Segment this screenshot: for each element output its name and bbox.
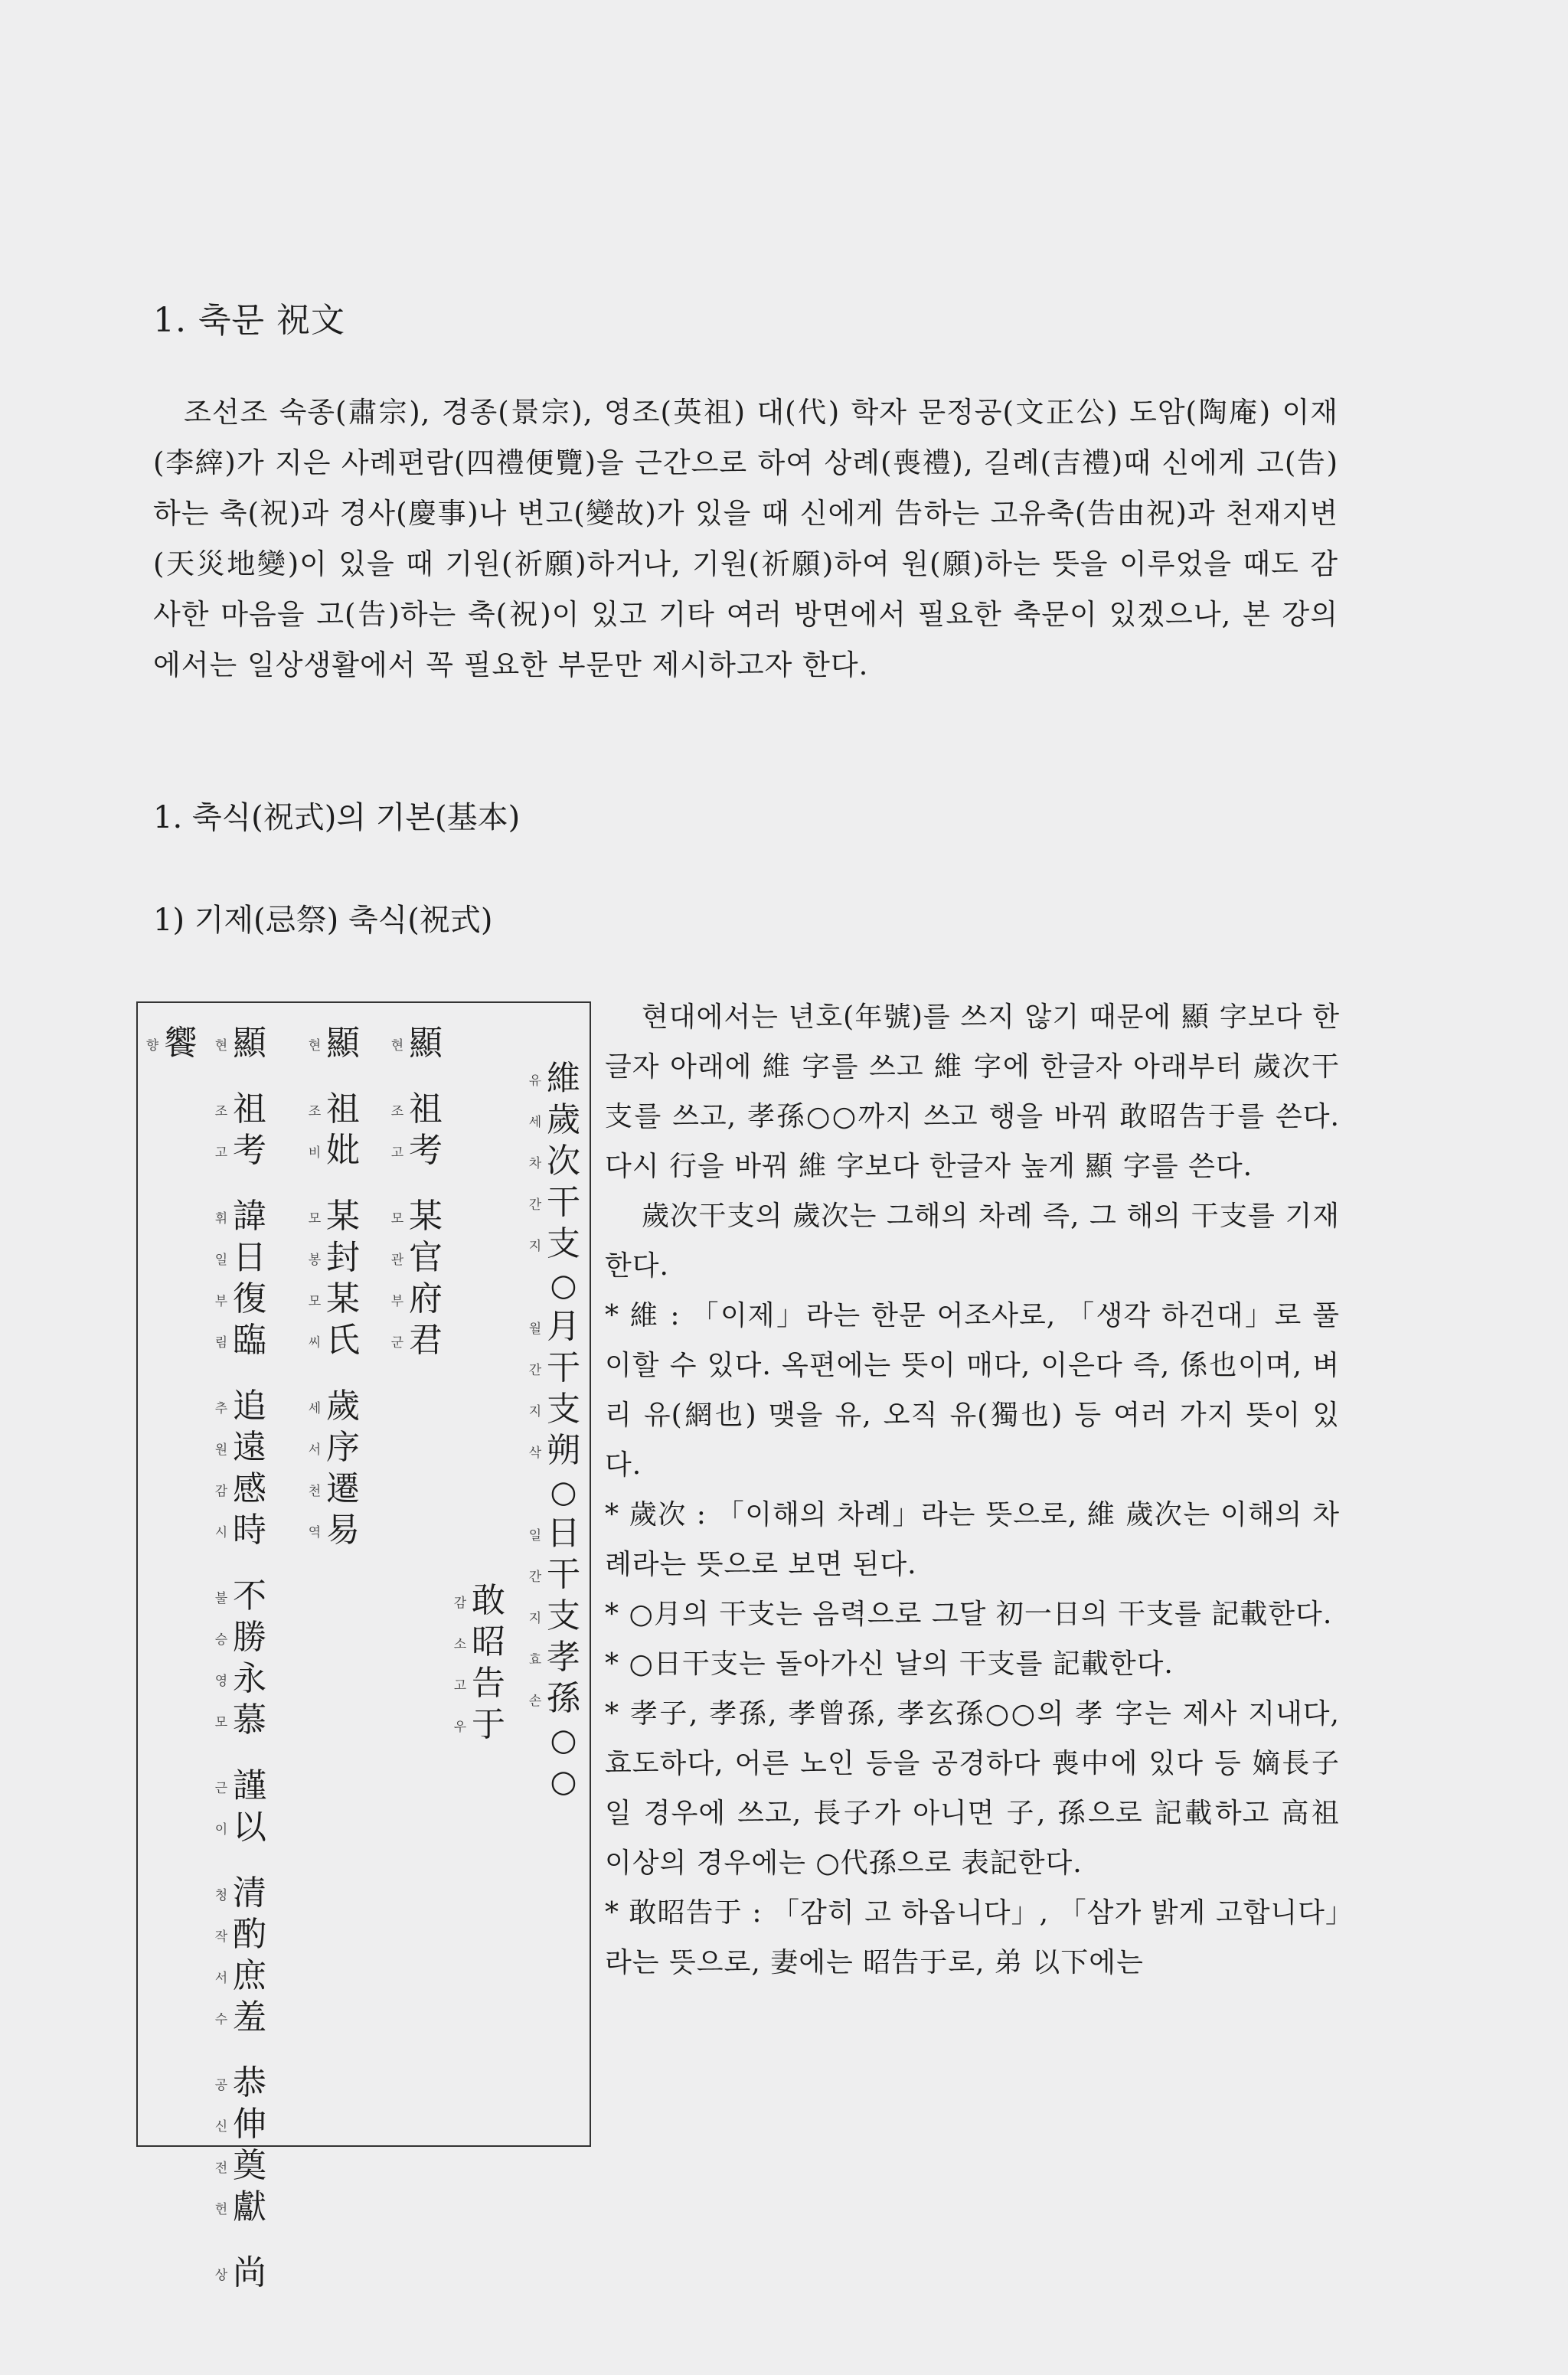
reading-gloss: 모 <box>390 1210 404 1227</box>
reading-gloss: 삭 <box>528 1445 542 1461</box>
reading-gloss: 일 <box>214 1252 228 1268</box>
reading-gloss: 이 <box>214 1821 228 1838</box>
reading-gloss: 군 <box>390 1335 404 1351</box>
hanja-char: 饗 <box>164 1024 198 1063</box>
ritual-char <box>211 2063 268 2104</box>
column-gap <box>211 1741 268 1766</box>
reading-gloss: 상 <box>214 2267 228 2283</box>
reading-gloss: 시 <box>214 1524 228 1540</box>
ritual-char <box>211 1576 268 1617</box>
ritual-char <box>525 1761 582 1802</box>
reading-gloss: 공 <box>214 2077 228 2093</box>
hanja-char: 永 <box>233 1659 266 1698</box>
hanja-char: 酌 <box>233 1915 266 1954</box>
ritual-char <box>211 2104 268 2145</box>
reading-gloss: 고 <box>390 1145 404 1161</box>
hanja-char: 某 <box>326 1197 360 1236</box>
reading-gloss: 지 <box>528 1403 542 1419</box>
ritual-char <box>211 1700 268 1741</box>
ritual-char <box>211 1766 268 1807</box>
ritual-char <box>211 1279 268 1320</box>
hanja-char: 臨 <box>233 1321 266 1360</box>
reading-gloss: 역 <box>308 1524 322 1540</box>
explanation-paragraph: 현대에서는 년호(年號)를 쓰지 않기 때문에 顯 字보다 한글자 아래에 維 字를 쓰고 維 字에 한글자 아래부터 歲次干支를 쓰고, 孝孫○○까지 쓰고 행을 바꿔 敢昭告于를 쓴다. 다시 行을 바꿔 維 字보다 한글자 높게 顯 字를 쓴다. <box>605 1001 1340 1182</box>
hanja-char: 月 <box>547 1307 580 1346</box>
reading-gloss: 소 <box>453 1636 467 1652</box>
reading-gloss: 원 <box>214 1442 228 1458</box>
ritual-char <box>211 1023 268 1064</box>
hanja-char: 謹 <box>233 1766 266 1805</box>
hanja-char: 孝 <box>547 1638 580 1677</box>
ritual-char <box>211 1955 268 1997</box>
section-title: 1. 축문 祝文 <box>153 301 345 340</box>
hanja-char: 歲 <box>547 1100 580 1139</box>
ritual-char <box>305 1386 361 1427</box>
reading-gloss: 관 <box>390 1252 404 1268</box>
reading-gloss: 서 <box>214 1970 228 1986</box>
ritual-char <box>525 1223 582 1265</box>
hanja-char: 次 <box>547 1142 580 1181</box>
hanja-char: 序 <box>326 1428 360 1467</box>
column-gap <box>211 1361 268 1386</box>
ritual-char <box>211 1386 268 1427</box>
reading-gloss: 신 <box>214 2119 228 2135</box>
column-gap <box>305 1361 361 1386</box>
hanja-char: ○ <box>550 1475 577 1510</box>
hanja-char: 孫 <box>547 1679 580 1718</box>
reading-gloss: 영 <box>214 1673 228 1689</box>
ritual-column-9 <box>142 1023 199 1064</box>
hanja-char: 維 <box>547 1059 580 1098</box>
ritual-char <box>211 1997 268 2038</box>
column-gap <box>387 1064 444 1089</box>
column-gap <box>211 2038 268 2063</box>
reading-gloss: 부 <box>390 1293 404 1309</box>
reading-gloss: 일 <box>528 1527 542 1544</box>
ritual-char <box>525 1637 582 1678</box>
column-gap <box>211 1171 268 1196</box>
hanja-char: 羞 <box>233 1998 266 2037</box>
hanja-char: 日 <box>233 1238 266 1277</box>
ritual-char <box>305 1427 361 1468</box>
hanja-char: 官 <box>409 1238 443 1277</box>
column-gap <box>211 1848 268 1873</box>
hanja-char: 時 <box>233 1511 266 1550</box>
explanation-paragraph: * 歲次 : 「이해의 차례」라는 뜻으로, 維 歲次는 이해의 차례라는 뜻으로 보면 된다. <box>605 1499 1340 1580</box>
explanation-paragraph: * 孝子, 孝孫, 孝曾孫, 孝玄孫○○의 孝 字는 제사 지내다, 효도하다, 어른 노인 등을 공경하다 喪中에 있다 등 嫡長子일 경우에 쓰고, 長子가 아니면 子, 孫으로 記載하고 高祖 이상의 경우에는 ○代孫으로 表記한다. <box>605 1698 1340 1879</box>
hanja-char: 清 <box>233 1874 266 1913</box>
hanja-char: 敢 <box>472 1581 505 1620</box>
hanja-char: 顯 <box>326 1024 360 1063</box>
hanja-char: 以 <box>233 1808 266 1847</box>
ritual-char <box>387 1089 444 1130</box>
hanja-char: 復 <box>233 1279 266 1318</box>
ritual-char <box>525 1389 582 1430</box>
hanja-char: 顯 <box>409 1024 443 1063</box>
reading-gloss: 모 <box>214 1714 228 1730</box>
reading-gloss: 천 <box>308 1483 322 1499</box>
reading-gloss: 승 <box>214 1632 228 1648</box>
ritual-column-8 <box>211 1023 268 2294</box>
ritual-column-5 <box>450 1580 507 1746</box>
ritual-char <box>211 1807 268 1848</box>
reading-gloss: 유 <box>528 1073 542 1089</box>
reading-gloss: 부 <box>214 1293 228 1309</box>
hanja-char: 氏 <box>326 1321 360 1360</box>
reading-gloss: 감 <box>214 1483 228 1499</box>
hanja-char: 考 <box>233 1131 266 1170</box>
subsubsection-title: 1) 기제(忌祭) 축식(祝式) <box>153 903 493 938</box>
ritual-char <box>450 1580 507 1622</box>
reading-gloss: 고 <box>453 1678 467 1694</box>
ritual-char <box>525 1182 582 1223</box>
hanja-char: 奠 <box>233 2146 266 2185</box>
ritual-char <box>211 2252 268 2294</box>
ritual-column-4 <box>525 1058 582 1802</box>
hanja-char: 支 <box>547 1390 580 1429</box>
column-gap <box>305 1171 361 1196</box>
hanja-char: 不 <box>233 1576 266 1615</box>
ritual-char <box>525 1348 582 1389</box>
hanja-char: 某 <box>326 1279 360 1318</box>
hanja-char: 恭 <box>233 2063 266 2102</box>
explanation-paragraph: 歲次干支의 歲次는 그해의 차례 즉, 그 해의 干支를 기재한다. <box>605 1201 1340 1282</box>
ritual-char <box>525 1720 582 1761</box>
ritual-char <box>450 1704 507 1746</box>
column-gap <box>211 2228 268 2252</box>
reading-gloss: 현 <box>214 1037 228 1054</box>
ritual-char <box>211 1617 268 1658</box>
ritual-char <box>211 1510 268 1551</box>
hanja-char: 易 <box>326 1511 360 1550</box>
reading-gloss: 우 <box>453 1719 467 1735</box>
column-gap <box>387 1171 444 1196</box>
ritual-char <box>211 1468 268 1510</box>
reading-gloss: 비 <box>308 1145 322 1161</box>
ritual-char <box>211 2145 268 2187</box>
ritual-char <box>211 1089 268 1130</box>
explanation-paragraph: * ○月의 干支는 음력으로 그달 初一日의 干支를 記載한다. <box>605 1599 1333 1630</box>
hanja-char: 獻 <box>233 2187 266 2226</box>
ritual-char <box>525 1306 582 1348</box>
ritual-text-box <box>136 1001 591 2292</box>
ritual-char <box>211 1320 268 1361</box>
ritual-char <box>305 1089 361 1130</box>
reading-gloss: 손 <box>528 1693 542 1709</box>
explanation-paragraph: * 維 : 「이제」라는 한문 어조사로, 「생각 하건대」로 풀이할 수 있다. 옥편에는 뜻이 매다, 이은다 즉, 係也이며, 벼리 유(網也) 맺을 유, 오직 유(獨也) 등 여러 가지 뜻이 있다. <box>605 1300 1340 1481</box>
ritual-char <box>211 1427 268 1468</box>
reading-gloss: 수 <box>214 2011 228 2027</box>
ritual-char <box>525 1430 582 1472</box>
hanja-char: 庶 <box>233 1956 266 1995</box>
reading-gloss: 전 <box>214 2160 228 2176</box>
hanja-char: 于 <box>472 1705 505 1744</box>
ritual-char <box>525 1058 582 1099</box>
ritual-char <box>387 1023 444 1064</box>
ritual-char <box>525 1678 582 1720</box>
reading-gloss: 서 <box>308 1442 322 1458</box>
ritual-char <box>142 1023 199 1064</box>
column-gap <box>211 1064 268 1089</box>
hanja-char: 君 <box>409 1321 443 1360</box>
hanja-char: 遷 <box>326 1469 360 1508</box>
ritual-char <box>305 1468 361 1510</box>
ritual-char <box>525 1099 582 1141</box>
reading-gloss: 봉 <box>308 1252 322 1268</box>
reading-gloss: 지 <box>528 1610 542 1626</box>
reading-gloss: 간 <box>528 1197 542 1213</box>
hanja-char: 祖 <box>326 1089 360 1129</box>
hanja-char: 朔 <box>547 1431 580 1470</box>
hanja-char: 顯 <box>233 1024 266 1063</box>
reading-gloss: 추 <box>214 1400 228 1416</box>
reading-gloss: 불 <box>214 1590 228 1606</box>
hanja-char: 封 <box>326 1238 360 1277</box>
hanja-char: 干 <box>547 1183 580 1222</box>
intro-paragraph: 조선조 숙종(肅宗), 경종(景宗), 영조(英祖) 대(代) 학자 문정공(文正公) 도암(陶庵) 이재(李縡)가 지은 사례편람(四禮便覽)을 근간으로 하여 상례(喪禮), 길례(吉禮)때 신에게 고(告)하는 축(祝)과 경사(慶事)나 변고(變故)가 있을 때 신에게 告하는 고유축(告由祝)과 천재지변(天災地變)이 있을 때 기원(祈願)하거나, 기원(祈願)하여 원(願)하는 뜻을 이루었을 때도 감사한 마음을 고(告)하는 축(祝)이 있고 기타 여러 방면에서 필요한 축문이 있겠으나, 본 강의에서는 일상생활에서 꼭 필요한 부문만 제시하고자 한다. <box>153 396 1339 681</box>
ritual-char <box>305 1510 361 1551</box>
hanja-char: ○ <box>550 1268 577 1303</box>
reading-gloss: 세 <box>528 1114 542 1130</box>
ritual-column-7 <box>305 1023 361 1551</box>
reading-gloss: 씨 <box>308 1335 322 1351</box>
ritual-char <box>387 1237 444 1279</box>
ritual-char <box>305 1279 361 1320</box>
hanja-char: 干 <box>547 1348 580 1387</box>
reading-gloss: 감 <box>453 1595 467 1611</box>
reading-gloss: 차 <box>528 1155 542 1171</box>
hanja-char: 昭 <box>472 1622 505 1661</box>
ritual-char <box>211 1130 268 1171</box>
hanja-char: 考 <box>409 1131 443 1170</box>
ritual-char <box>211 1237 268 1279</box>
hanja-char: 追 <box>233 1387 266 1426</box>
ritual-char <box>525 1554 582 1596</box>
ritual-column-6 <box>387 1023 444 1361</box>
ritual-char <box>387 1196 444 1237</box>
ritual-char <box>525 1513 582 1554</box>
hanja-char: ○ <box>550 1723 577 1758</box>
reading-gloss: 간 <box>528 1362 542 1378</box>
reading-gloss: 모 <box>308 1210 322 1227</box>
hanja-char: 祖 <box>233 1089 266 1129</box>
reading-gloss: 효 <box>528 1651 542 1668</box>
ritual-char <box>525 1265 582 1306</box>
reading-gloss: 조 <box>308 1103 322 1119</box>
hanja-char: 支 <box>547 1224 580 1263</box>
reading-gloss: 월 <box>528 1321 542 1337</box>
reading-gloss: 간 <box>528 1569 542 1585</box>
reading-gloss: 향 <box>145 1037 159 1054</box>
hanja-char: 尚 <box>233 2253 266 2292</box>
reading-gloss: 조 <box>390 1103 404 1119</box>
explanation-text <box>605 992 1340 1988</box>
explanation-paragraph: * ○日干支는 돌아가신 날의 干支를 記載한다. <box>605 1648 1174 1680</box>
ritual-char <box>450 1663 507 1704</box>
reading-gloss: 작 <box>214 1929 228 1945</box>
hanja-char: 慕 <box>233 1700 266 1740</box>
ritual-char <box>305 1196 361 1237</box>
ritual-char <box>525 1141 582 1182</box>
hanja-char: 某 <box>409 1197 443 1236</box>
explanation-paragraph: * 敢昭告于 : 「감히 고 하옵니다」, 「삼가 밝게 고합니다」라는 뜻으로, 妻에는 昭告于로, 弟 以下에는 <box>605 1897 1340 1978</box>
hanja-char: 干 <box>547 1555 580 1594</box>
hanja-char: 府 <box>409 1279 443 1318</box>
hanja-char: 伸 <box>233 2105 266 2144</box>
ritual-char <box>211 1873 268 1914</box>
ritual-char <box>211 1196 268 1237</box>
ritual-char <box>525 1472 582 1513</box>
ritual-char <box>305 1130 361 1171</box>
ritual-char <box>387 1320 444 1361</box>
reading-gloss: 고 <box>214 1145 228 1161</box>
column-gap <box>211 1551 268 1576</box>
column-gap <box>305 1064 361 1089</box>
ritual-char <box>211 2187 268 2228</box>
reading-gloss: 휘 <box>214 1210 228 1227</box>
ritual-char <box>211 1914 268 1955</box>
reading-gloss: 현 <box>308 1037 322 1054</box>
reading-gloss: 근 <box>214 1780 228 1796</box>
reading-gloss: 세 <box>308 1400 322 1416</box>
ritual-char <box>387 1130 444 1171</box>
ritual-char <box>450 1622 507 1663</box>
reading-gloss: 지 <box>528 1238 542 1254</box>
hanja-char: 告 <box>472 1664 505 1703</box>
hanja-char: 支 <box>547 1596 580 1635</box>
hanja-char: 勝 <box>233 1618 266 1657</box>
reading-gloss: 림 <box>214 1335 228 1351</box>
reading-gloss: 청 <box>214 1887 228 1903</box>
subsection-title: 1. 축식(祝式)의 기본(基本) <box>153 800 521 835</box>
hanja-char: 妣 <box>326 1131 360 1170</box>
hanja-char: 歲 <box>326 1387 360 1426</box>
hanja-char: 日 <box>547 1514 580 1553</box>
ritual-char <box>211 1658 268 1700</box>
hanja-char: 感 <box>233 1469 266 1508</box>
ritual-char <box>305 1320 361 1361</box>
hanja-char: 祖 <box>409 1089 443 1129</box>
reading-gloss: 현 <box>390 1037 404 1054</box>
reading-gloss: 모 <box>308 1293 322 1309</box>
ritual-char <box>525 1596 582 1637</box>
reading-gloss: 조 <box>214 1103 228 1119</box>
hanja-char: 遠 <box>233 1428 266 1467</box>
ritual-char <box>387 1279 444 1320</box>
ritual-char <box>305 1237 361 1279</box>
hanja-char: ○ <box>550 1764 577 1799</box>
hanja-char: 諱 <box>233 1197 266 1236</box>
ritual-char <box>305 1023 361 1064</box>
reading-gloss: 헌 <box>214 2201 228 2217</box>
